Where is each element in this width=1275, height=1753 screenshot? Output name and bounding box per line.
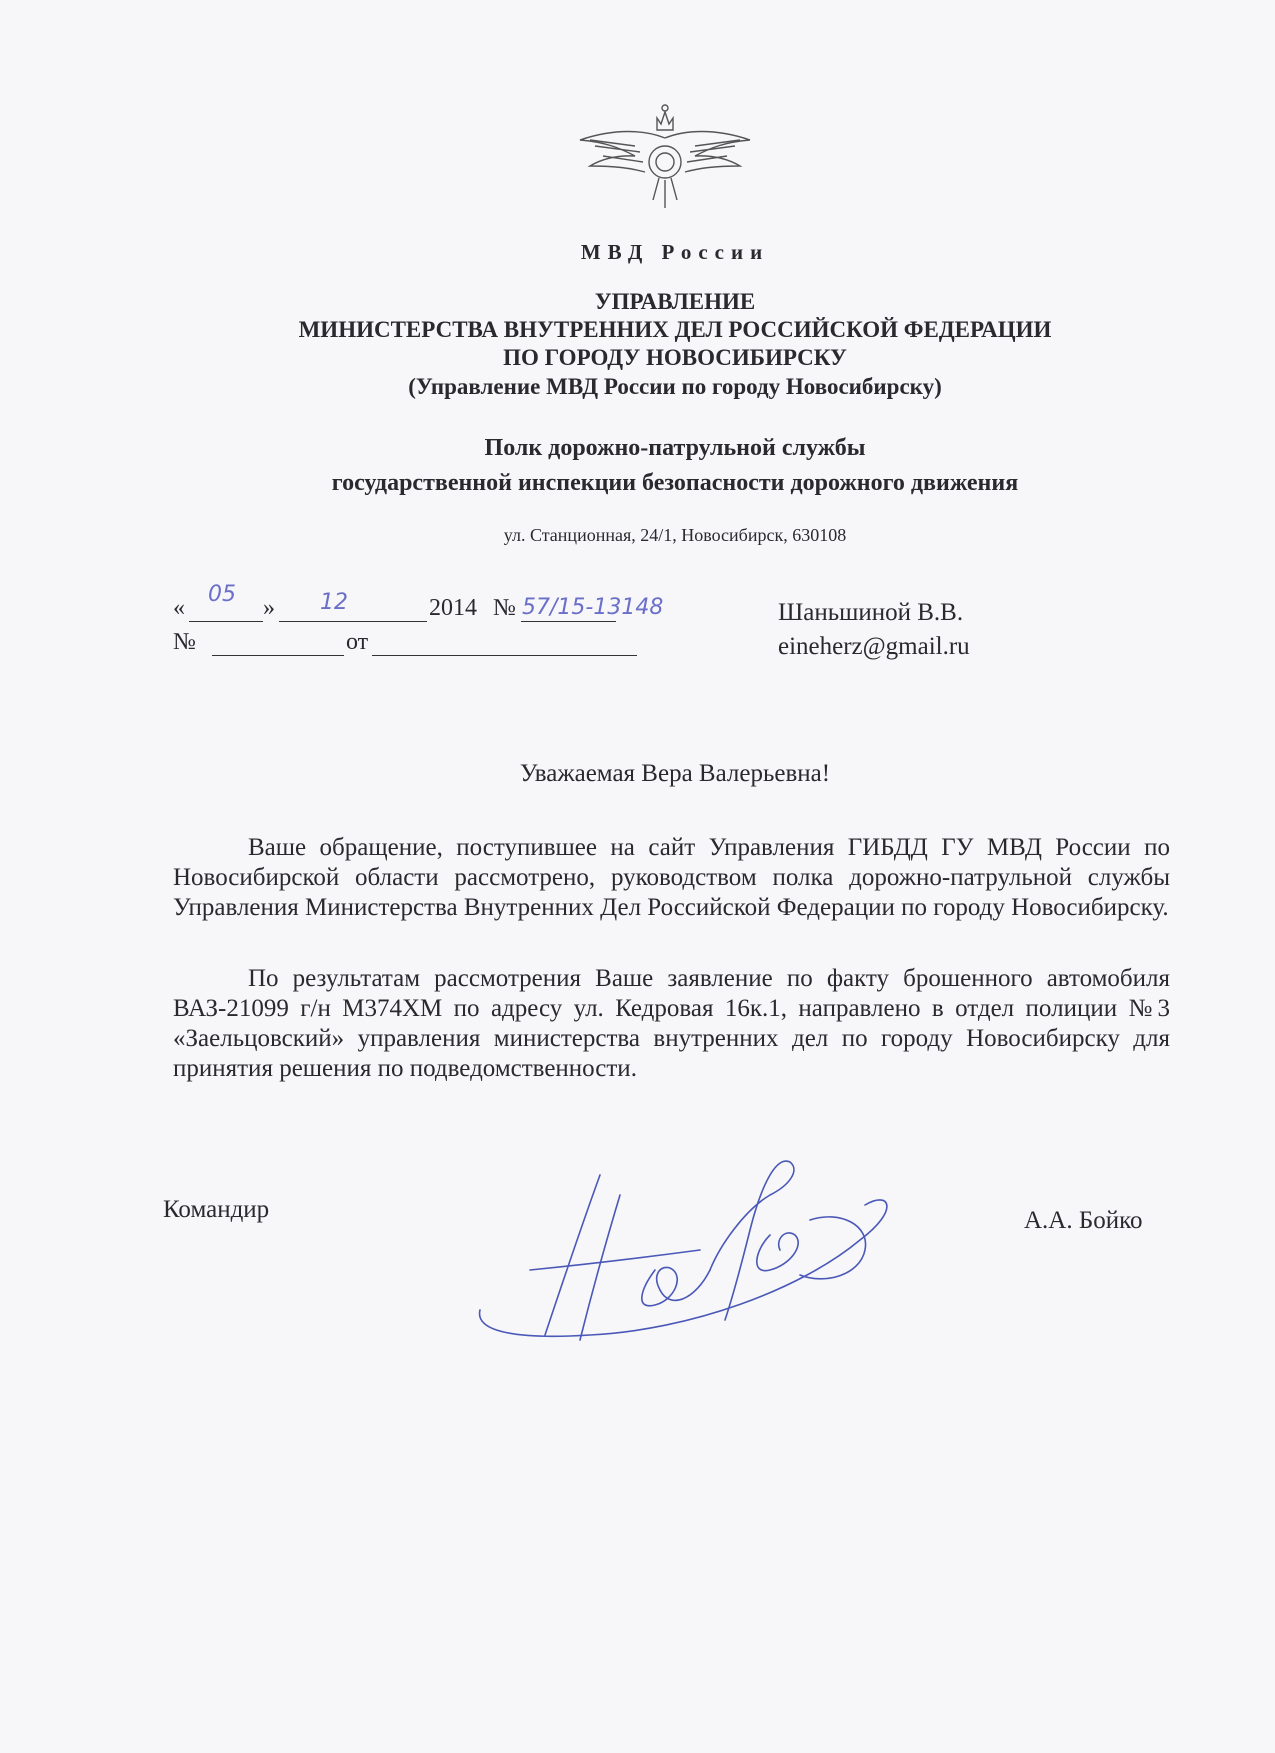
handwritten-month: 12 xyxy=(320,590,348,615)
mvd-eagle-emblem-icon xyxy=(575,100,755,215)
department-line-2: МИНИСТЕРСТВА ВНУТРЕННИХ ДЕЛ РОССИЙСКОЙ ФЕДЕРАЦИИ xyxy=(298,317,1052,342)
sender-address: ул. Станционная, 24/1, Новосибирск, 630108 xyxy=(503,525,847,545)
department-line-4: (Управление МВД России по городу Новосибирску) xyxy=(408,374,942,399)
body-paragraph-1: Ваше обращение, поступившее на сайт Управления ГИБДД ГУ МВД России по Новосибирской области рассмотрено, руководством полка дорожно-патрульной службы Управления Министерства Внутренних Дел Российской Федерации по городу Новосибирску. xyxy=(173,834,1170,921)
handwritten-number: 57/15-13148 xyxy=(522,595,664,620)
unit-line-2: государственной инспекции безопасности дорожного движения xyxy=(331,470,1019,496)
handwritten-signature xyxy=(470,1150,910,1360)
reference-date-underline xyxy=(372,655,637,656)
ministry-name: МВД России xyxy=(580,240,770,264)
unit-line-1: Полк дорожно-патрульной службы xyxy=(484,435,866,461)
number-underline xyxy=(521,621,616,622)
department-line-1: УПРАВЛЕНИЕ xyxy=(594,289,756,314)
reference-from-label: от xyxy=(346,629,369,655)
recipient-name: Шаньшиной В.В. xyxy=(778,599,964,626)
handwritten-day: 05 xyxy=(208,582,236,607)
signatory-name: А.А. Бойко xyxy=(1024,1207,1143,1234)
reference-number-underline xyxy=(212,655,344,656)
registration-year: 2014 xyxy=(429,595,477,621)
reference-number-sign: № xyxy=(173,629,196,655)
body-paragraph-2: По результатам рассмотрения Ваше заявление по факту брошенного автомобиля ВАЗ-21099 г/н М374ХМ по адресу ул. Кедровая 16к.1, направлено в отдел полиции №3 «Заельцовский» управления министерства внутренних дел по городу Новосибирску для принятия решения по подведомственности. xyxy=(173,965,1170,1082)
signatory-role: Командир xyxy=(163,1196,270,1223)
registration-number-sign: № xyxy=(493,595,516,621)
department-line-3: ПО ГОРОДУ НОВОСИБИРСКУ xyxy=(503,345,847,370)
recipient-email: eineherz@gmail.ru xyxy=(778,633,970,660)
greeting: Уважаемая Вера Валерьевна! xyxy=(519,760,831,787)
day-underline xyxy=(189,621,263,622)
month-underline xyxy=(279,621,427,622)
quote-open: « xyxy=(173,595,185,621)
quote-close: » xyxy=(263,595,275,621)
